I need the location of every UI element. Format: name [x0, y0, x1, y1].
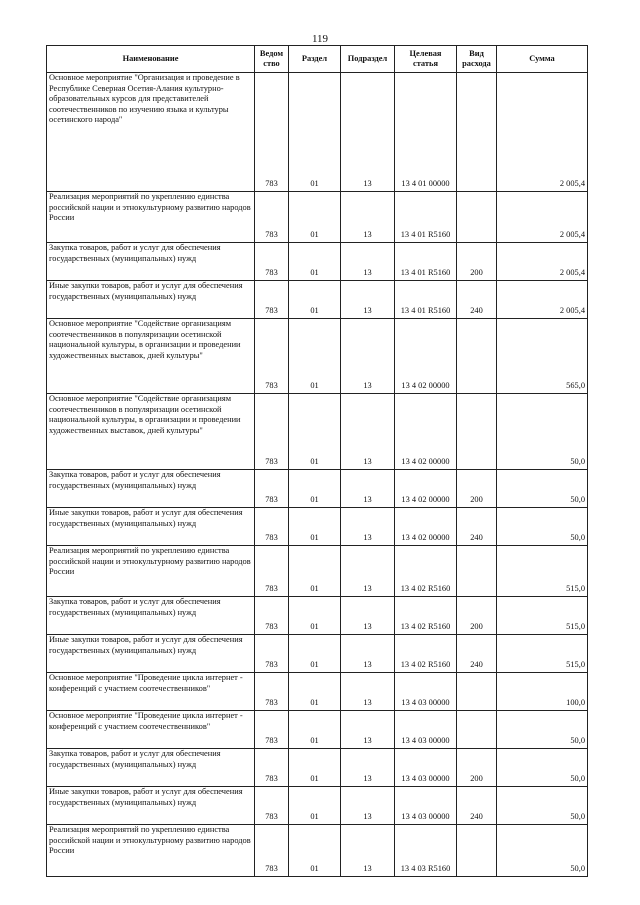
cell-target: 13 4 03 R5160 [395, 825, 457, 877]
cell-name: Иные закупки товаров, работ и услуг для обеспечения государственных (муниципальных) нужд [47, 281, 255, 319]
table-row [47, 281, 588, 319]
cell-section: 01 [289, 597, 341, 635]
cell-name: Реализация мероприятий по укреплению единства российской нации и этнокультурному развитию народов России [47, 546, 255, 597]
cell-department: 783 [255, 546, 289, 597]
cell-name: Основное мероприятие "Организация и проведение в Республике Северная Осетия-Алания культурно-образовательных курсов для представителей соотечественников по изучению языка и культуры осетинского народа" [47, 73, 255, 192]
cell-department: 783 [255, 394, 289, 470]
cell-section: 01 [289, 281, 341, 319]
cell-amount: 100,0 [497, 673, 588, 711]
cell-name: Реализация мероприятий по укреплению единства российской нации и этнокультурному развитию народов России [47, 192, 255, 243]
cell-subsection: 13 [341, 192, 395, 243]
cell-department: 783 [255, 470, 289, 508]
cell-target: 13 4 03 00000 [395, 787, 457, 825]
cell-amount: 515,0 [497, 546, 588, 597]
cell-name: Закупка товаров, работ и услуг для обеспечения государственных (муниципальных) нужд [47, 749, 255, 787]
cell-department: 783 [255, 508, 289, 546]
cell-amount: 2 005,4 [497, 243, 588, 281]
header-subsection: Подраздел [341, 46, 395, 73]
cell-department: 783 [255, 192, 289, 243]
cell-expense-type [457, 319, 497, 394]
cell-amount: 50,0 [497, 470, 588, 508]
cell-amount: 515,0 [497, 635, 588, 673]
cell-department: 783 [255, 635, 289, 673]
cell-amount: 2 005,4 [497, 73, 588, 192]
cell-name: Иные закупки товаров, работ и услуг для обеспечения государственных (муниципальных) нужд [47, 508, 255, 546]
cell-subsection: 13 [341, 508, 395, 546]
cell-target: 13 4 02 R5160 [395, 546, 457, 597]
cell-amount: 50,0 [497, 749, 588, 787]
table-row [47, 635, 588, 673]
cell-target: 13 4 02 00000 [395, 470, 457, 508]
cell-expense-type [457, 673, 497, 711]
cell-target: 13 4 02 00000 [395, 508, 457, 546]
table-row [47, 394, 588, 470]
cell-section: 01 [289, 394, 341, 470]
cell-section: 01 [289, 73, 341, 192]
cell-subsection: 13 [341, 749, 395, 787]
cell-section: 01 [289, 470, 341, 508]
cell-target: 13 4 02 R5160 [395, 597, 457, 635]
cell-section: 01 [289, 635, 341, 673]
table-row [47, 787, 588, 825]
table-row [47, 711, 588, 749]
cell-name: Закупка товаров, работ и услуг для обеспечения государственных (муниципальных) нужд [47, 470, 255, 508]
cell-section: 01 [289, 319, 341, 394]
cell-subsection: 13 [341, 243, 395, 281]
table-row [47, 749, 588, 787]
cell-target: 13 4 02 R5160 [395, 635, 457, 673]
cell-department: 783 [255, 319, 289, 394]
cell-section: 01 [289, 711, 341, 749]
cell-name: Основное мероприятие "Проведение цикла интернет - конференций с участием соотечественников" [47, 673, 255, 711]
cell-expense-type: 200 [457, 470, 497, 508]
cell-expense-type [457, 825, 497, 877]
cell-section: 01 [289, 192, 341, 243]
cell-department: 783 [255, 243, 289, 281]
cell-amount: 50,0 [497, 508, 588, 546]
table-header-row [47, 46, 588, 73]
table-row [47, 825, 588, 877]
cell-target: 13 4 03 00000 [395, 673, 457, 711]
cell-name: Основное мероприятие "Содействие организациям соотечественников в популяризации осетинской национальной культуры, в организации и проведении художественных выставок, дней культуры" [47, 319, 255, 394]
table-row [47, 192, 588, 243]
cell-target: 13 4 03 00000 [395, 711, 457, 749]
cell-section: 01 [289, 749, 341, 787]
cell-section: 01 [289, 508, 341, 546]
cell-subsection: 13 [341, 825, 395, 877]
cell-expense-type: 200 [457, 749, 497, 787]
cell-expense-type [457, 711, 497, 749]
table-body [47, 73, 588, 877]
cell-amount: 2 005,4 [497, 192, 588, 243]
cell-name: Основное мероприятие "Проведение цикла интернет - конференций с участием соотечественников" [47, 711, 255, 749]
table-row [47, 673, 588, 711]
table-row [47, 243, 588, 281]
header-department: Ведом ство [255, 46, 289, 73]
cell-target: 13 4 01 R5160 [395, 192, 457, 243]
cell-expense-type: 240 [457, 508, 497, 546]
header-expense-type: Вид расхода [457, 46, 497, 73]
page-number: 119 [311, 33, 329, 45]
cell-amount: 565,0 [497, 319, 588, 394]
cell-department: 783 [255, 673, 289, 711]
cell-department: 783 [255, 281, 289, 319]
cell-amount: 50,0 [497, 394, 588, 470]
cell-subsection: 13 [341, 319, 395, 394]
table-row [47, 597, 588, 635]
header-name: Наименование [47, 46, 255, 73]
cell-section: 01 [289, 673, 341, 711]
cell-expense-type: 240 [457, 281, 497, 319]
cell-expense-type [457, 546, 497, 597]
cell-department: 783 [255, 749, 289, 787]
table-row [47, 319, 588, 394]
cell-department: 783 [255, 825, 289, 877]
budget-table [46, 45, 588, 877]
header-section: Раздел [289, 46, 341, 73]
cell-target: 13 4 02 00000 [395, 394, 457, 470]
cell-target: 13 4 03 00000 [395, 749, 457, 787]
table-row [47, 508, 588, 546]
cell-amount: 515,0 [497, 597, 588, 635]
cell-target: 13 4 02 00000 [395, 319, 457, 394]
cell-expense-type: 200 [457, 597, 497, 635]
cell-amount: 50,0 [497, 787, 588, 825]
cell-name: Иные закупки товаров, работ и услуг для обеспечения государственных (муниципальных) нужд [47, 635, 255, 673]
table-row [47, 73, 588, 192]
cell-department: 783 [255, 73, 289, 192]
cell-department: 783 [255, 597, 289, 635]
cell-subsection: 13 [341, 470, 395, 508]
cell-department: 783 [255, 711, 289, 749]
cell-name: Основное мероприятие "Содействие организациям соотечественников в популяризации осетинской национальной культуры, в организации и проведении художественных выставок, дней культуры" [47, 394, 255, 470]
cell-subsection: 13 [341, 711, 395, 749]
cell-target: 13 4 01 R5160 [395, 243, 457, 281]
cell-subsection: 13 [341, 635, 395, 673]
cell-subsection: 13 [341, 787, 395, 825]
cell-section: 01 [289, 787, 341, 825]
cell-subsection: 13 [341, 546, 395, 597]
cell-subsection: 13 [341, 281, 395, 319]
cell-expense-type: 200 [457, 243, 497, 281]
cell-name: Закупка товаров, работ и услуг для обеспечения государственных (муниципальных) нужд [47, 597, 255, 635]
cell-name: Реализация мероприятий по укреплению единства российской нации и этнокультурному развитию народов России [47, 825, 255, 877]
cell-subsection: 13 [341, 597, 395, 635]
cell-amount: 50,0 [497, 711, 588, 749]
cell-expense-type [457, 192, 497, 243]
cell-name: Иные закупки товаров, работ и услуг для обеспечения государственных (муниципальных) нужд [47, 787, 255, 825]
cell-subsection: 13 [341, 73, 395, 192]
cell-name: Закупка товаров, работ и услуг для обеспечения государственных (муниципальных) нужд [47, 243, 255, 281]
cell-expense-type [457, 73, 497, 192]
cell-subsection: 13 [341, 673, 395, 711]
cell-amount: 50,0 [497, 825, 588, 877]
cell-department: 783 [255, 787, 289, 825]
cell-section: 01 [289, 546, 341, 597]
table-row [47, 470, 588, 508]
cell-target: 13 4 01 R5160 [395, 281, 457, 319]
header-amount: Сумма [497, 46, 588, 73]
cell-expense-type [457, 394, 497, 470]
cell-expense-type: 240 [457, 787, 497, 825]
cell-section: 01 [289, 243, 341, 281]
cell-section: 01 [289, 825, 341, 877]
cell-expense-type: 240 [457, 635, 497, 673]
table-row [47, 546, 588, 597]
cell-target: 13 4 01 00000 [395, 73, 457, 192]
header-target: Целевая статья [395, 46, 457, 73]
cell-subsection: 13 [341, 394, 395, 470]
cell-amount: 2 005,4 [497, 281, 588, 319]
